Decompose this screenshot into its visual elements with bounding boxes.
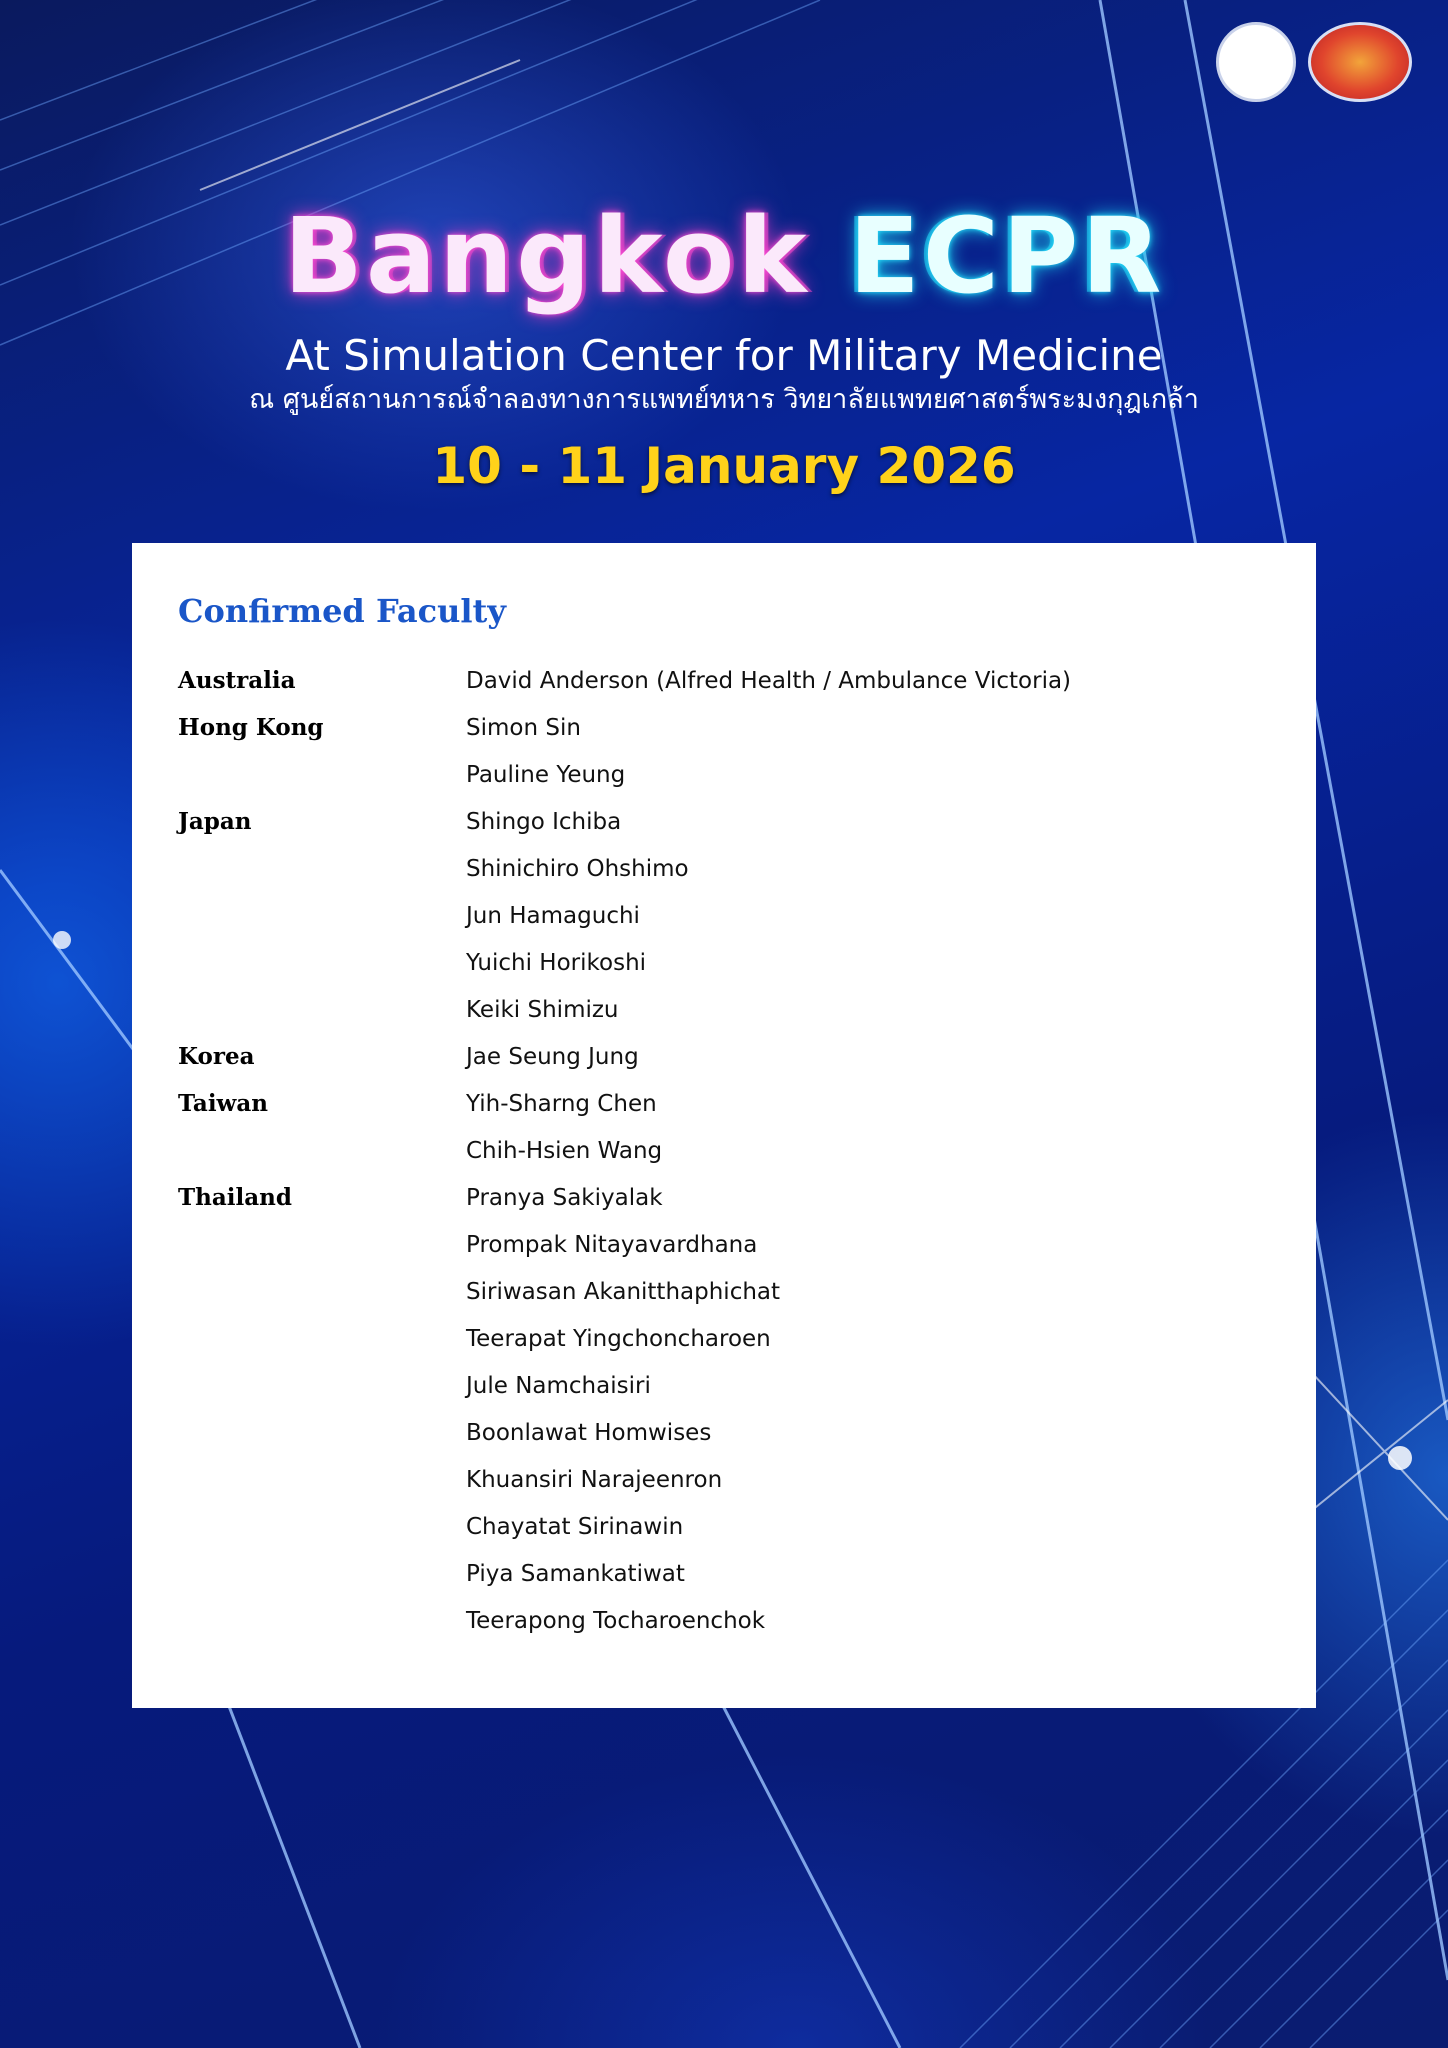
faculty-name: Teerapat Yingchoncharoen [466,1325,771,1352]
faculty-name: Khuansiri Narajeenron [466,1466,723,1493]
faculty-name: Piya Samankatiwat [466,1560,685,1587]
faculty-name: Pranya Sakiyalak [466,1184,663,1211]
faculty-name: Pauline Yeung [466,761,626,788]
faculty-row [178,798,1278,845]
faculty-row [178,1597,1278,1644]
faculty-name: Shingo Ichiba [466,808,622,835]
faculty-card [132,543,1316,1708]
faculty-name: Simon Sin [466,714,581,741]
faculty-row [178,704,1278,751]
event-title-city: Bangkok [283,195,810,317]
faculty-list [178,657,1278,1644]
faculty-country: Thailand [178,1184,292,1211]
asia-pacific-chapter-logo [1308,22,1412,102]
faculty-name: Jule Namchaisiri [466,1372,651,1399]
faculty-row [178,1550,1278,1597]
faculty-name: Siriwasan Akanitthaphichat [466,1278,781,1305]
faculty-name: Yih-Sharng Chen [466,1090,657,1117]
faculty-country: Australia [178,667,296,694]
faculty-name: Teerapong Tocharoenchok [466,1607,766,1634]
faculty-name: Prompak Nitayavardhana [466,1231,758,1258]
faculty-row [178,1174,1278,1221]
faculty-name: Boonlawat Homwises [466,1419,712,1446]
faculty-row [178,751,1278,798]
event-title-ecpr: ECPR [848,195,1165,317]
faculty-country: Taiwan [178,1090,268,1117]
faculty-row [178,1033,1278,1080]
faculty-name: Jun Hamaguchi [466,902,640,929]
faculty-row [178,892,1278,939]
faculty-row [178,939,1278,986]
faculty-name: Keiki Shimizu [466,996,619,1023]
faculty-country: Japan [178,808,252,835]
faculty-row [178,1127,1278,1174]
faculty-row [178,1362,1278,1409]
faculty-heading: Confirmed Faculty [178,592,506,630]
faculty-name: Shinichiro Ohshimo [466,855,689,882]
faculty-name: David Anderson (Alfred Health / Ambulance Victoria) [466,667,1072,694]
faculty-row [178,1268,1278,1315]
event-date: 10 - 11 January 2026 [432,437,1016,495]
faculty-row [178,1080,1278,1127]
faculty-row [178,1456,1278,1503]
venue-subtitle: At Simulation Center for Military Medicine [285,331,1163,380]
faculty-row [178,1409,1278,1456]
faculty-row [178,986,1278,1033]
venue-subtitle-thai: ณ ศูนย์สถานการณ์จำลองทางการแพทย์ทหาร วิทยาลัยแพทยศาสตร์พระมงกุฎเกล้า [249,384,1199,415]
faculty-country: Hong Kong [178,714,324,741]
faculty-row [178,1315,1278,1362]
faculty-row [178,845,1278,892]
faculty-name: Jae Seung Jung [466,1043,639,1070]
faculty-row [178,657,1278,704]
society-emblem-logo [1216,22,1296,102]
faculty-row [178,1503,1278,1550]
faculty-name: Chih-Hsien Wang [466,1137,663,1164]
faculty-row [178,1221,1278,1268]
event-title [0,196,1448,316]
faculty-country: Korea [178,1043,255,1070]
faculty-name: Yuichi Horikoshi [466,949,647,976]
faculty-name: Chayatat Sirinawin [466,1513,684,1540]
